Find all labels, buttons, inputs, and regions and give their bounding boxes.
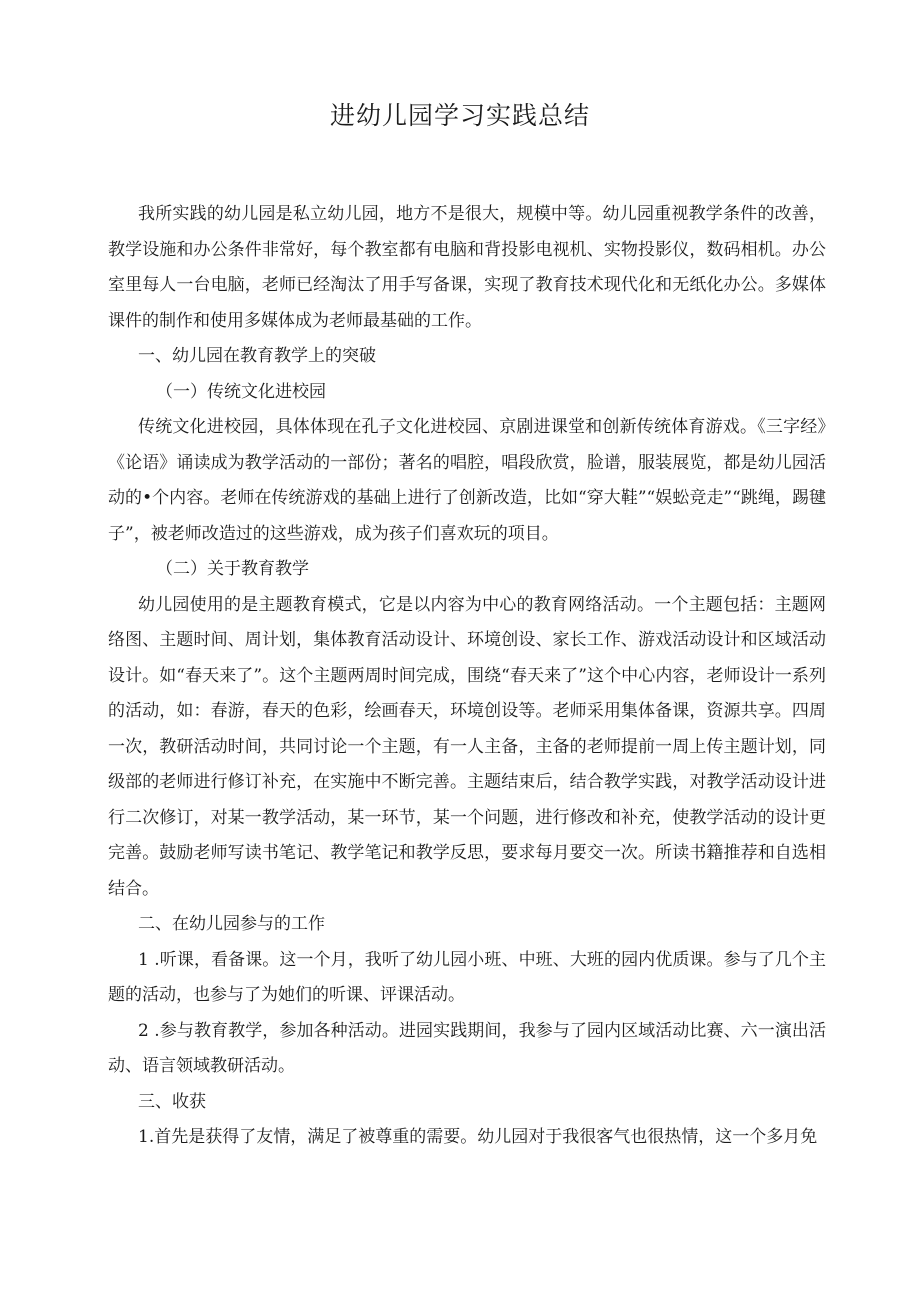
intro-paragraph: 我所实践的幼儿园是私立幼儿园，地方不是很大，规模中等。幼儿园重视教学条件的改善，教学设施和办公条件非常好，每个教室都有电脑和背投影电视机、实物投影仪，数码相机。办公室里每人一台电脑，老师已经淘汰了用手写备课，实现了教育技术现代化和无纸化办公。多媒体课件的制作和使用多媒体成为老师最基础的工作。 bbox=[108, 204, 826, 331]
subsection-heading-1: （一）传统文化进校园 bbox=[156, 381, 326, 402]
paragraph-teaching: 幼儿园使用的是主题教育模式，它是以内容为中心的教育网络活动。一个主题包括：主题网络图、主题时间、周计划，集体教育活动设计、环境创设、家长工作、游戏活动设计和区域活动设计。如“春天来了”。这个主题两周时间完成，围绕“春天来了”这个中心内容，老师设计一系列的活动，如：春游，春天的色彩，绘画春天，环境创设等。老师采用集体备课，资源共享。四周一次，教研活动时间，共同讨论一个主题，有一人主备，主备的老师提前一周上传主题计划，同级部的老师进行修订补充，在实施中不断完善。主题结束后，结合教学实践，对教学活动设计进行二次修订，对某一教学活动，某一环节，某一个问题，进行修改和补充，使教学活动的设计更完善。鼓励老师写读书笔记、教学笔记和教学反思，要求每月要交一次。所读书籍推荐和自选相结合。 bbox=[108, 594, 826, 899]
section-heading-3: 三、收获 bbox=[138, 1091, 206, 1112]
page-title: 进幼儿园学习实践总结 bbox=[329, 101, 590, 130]
section-heading-1: 一、幼儿园在教育教学上的突破 bbox=[138, 346, 376, 366]
list-item-2: 2 .参与教育教学，参加各种活动。进园实践期间，我参与了园内区域活动比赛、六一演出活动、语言领域教研活动。 bbox=[108, 1020, 826, 1076]
list-item-1: 1 .听课，看备课。这一个月，我听了幼儿园小班、中班、大班的园内优质课。参与了几个主题的活动，也参与了为她们的听课、评课活动。 bbox=[108, 949, 826, 1005]
document-body bbox=[108, 197, 826, 1156]
paragraph-gains: 1.首先是获得了友情，满足了被尊重的需要。幼儿园对于我很客气也很热情，这一个多月免 bbox=[138, 1127, 818, 1147]
subsection-heading-2: （二）关于教育教学 bbox=[156, 559, 309, 579]
paragraph-traditional-culture: 传统文化进校园，具体体现在孔子文化进校园、京剧进课堂和创新传统体育游戏。《三字经》《论语》诵读成为教学活动的一部份；著名的唱腔，唱段欣赏，脸谱，服装展览，都是幼儿园活动的•个内容。老师在传统游戏的基础上进行了创新改造，比如“穿大鞋”“娱蚣竞走”“跳绳，踢毽子”，被老师改造过的这些游戏，成为孩子们喜欢玩的项目。 bbox=[108, 417, 826, 544]
section-heading-2: 二、在幼儿园参与的工作 bbox=[138, 914, 325, 934]
